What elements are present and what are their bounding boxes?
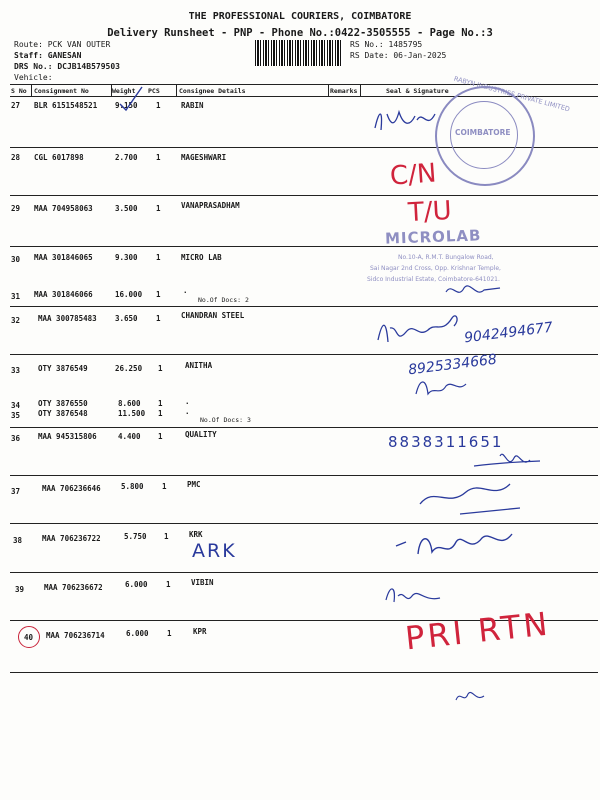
company-title: THE PROFESSIONAL COURIERS, COIMBATORE	[188, 11, 412, 22]
row-consignment: BLR 6151548521	[34, 101, 98, 110]
row-separator	[10, 195, 598, 196]
col-header-consignment: Consignment No	[34, 87, 89, 95]
row-consignment: MAA 945315806	[38, 432, 97, 441]
docs-count-note: No.Of Docs: 2	[198, 296, 249, 304]
row-sno: 35	[11, 411, 21, 420]
table-bottom-border	[10, 672, 598, 673]
round-stamp-ring-text: RABYN INDUSTRIES PRIVATE LIMITED	[453, 74, 571, 114]
row-pcs: 1	[156, 290, 161, 299]
row-consignment: MAA 704958063	[34, 204, 93, 213]
row-weight: 5.800	[121, 482, 144, 491]
row-40-red-circle	[18, 626, 40, 648]
row-pcs: 1	[156, 204, 161, 213]
row-weight: 5.750	[124, 532, 147, 541]
weight-tick-mark	[118, 84, 146, 114]
row-sno: 34	[11, 401, 21, 410]
col-header-seal: Seal & Signature	[386, 87, 449, 95]
row-consignee: KRK	[189, 530, 203, 539]
barcode	[255, 40, 343, 66]
row-pcs: 1	[162, 482, 167, 491]
row-sno: 30	[11, 255, 21, 264]
row-consignment: OTY 3876549	[38, 364, 88, 373]
row-consignment: CGL 6017898	[34, 153, 84, 162]
row-sno: 32	[11, 316, 21, 325]
row-sno: 39	[15, 585, 25, 594]
row-consignee: .	[185, 397, 190, 406]
handwritten-tlu: T/U	[407, 195, 453, 229]
row-consignment: MAA 706236722	[42, 534, 101, 543]
row-consignment: MAA 301846065	[34, 253, 93, 262]
signature-microlab	[440, 278, 510, 302]
row-consignee: .	[185, 407, 190, 416]
table-top-border	[10, 84, 598, 85]
vehicle-label: Vehicle:	[14, 73, 53, 82]
row-consignment: MAA 706236672	[44, 583, 103, 592]
row-consignee: VANAPRASADHAM	[181, 201, 240, 210]
rs-date: RS Date: 06-Jan-2025	[350, 51, 447, 60]
col-header-pcs: PCS	[148, 87, 160, 95]
row-pcs: 1	[156, 153, 161, 162]
row-separator	[10, 427, 598, 428]
row-weight: 2.700	[115, 153, 138, 162]
row-weight: 11.500	[118, 409, 146, 418]
row-consignee: RABIN	[181, 101, 204, 110]
signature-pmc	[410, 474, 530, 522]
signature-vibin	[380, 578, 460, 610]
row-consignment: OTY 3876548	[38, 409, 88, 418]
row-consignee: MAGESHWARI	[181, 153, 227, 162]
row-pcs: 1	[166, 580, 171, 589]
row-sno: 40	[24, 633, 34, 642]
microlab-stamp-name: MICROLAB	[384, 226, 482, 248]
row-separator	[10, 306, 598, 307]
row-sno: 37	[11, 487, 21, 496]
col-divider	[31, 84, 32, 96]
staff-label: Staff: GANESAN	[14, 51, 82, 60]
row-pcs: 1	[156, 314, 161, 323]
row-consignee: PMC	[187, 480, 201, 489]
col-divider	[360, 84, 361, 96]
handwritten-phone-1: 9042494677	[463, 319, 554, 347]
row-sno: 31	[11, 292, 21, 301]
handwritten-cn: C/N	[389, 158, 438, 192]
microlab-stamp-line2: Sai Nagar 2nd Cross, Opp. Krishnar Temple,	[370, 265, 501, 272]
row-pcs: 1	[158, 409, 163, 418]
row-consignment: MAA 301846066	[34, 290, 93, 299]
runsheet-subtitle: Delivery Runsheet - PNP - Phone No.:0422-3505555 - Page No.:3	[107, 27, 493, 39]
row-separator	[10, 572, 598, 573]
row-pcs: 1	[156, 253, 161, 262]
row-consignee: QUALITY	[185, 430, 217, 439]
row-sno: 33	[11, 366, 21, 375]
col-divider	[328, 84, 329, 96]
row-consignee: KPR	[193, 627, 207, 636]
row-consignment: OTY 3876550	[38, 399, 88, 408]
handwritten-phone-2: 8925334668	[407, 351, 498, 379]
row-separator	[10, 246, 598, 247]
signature-anitha	[410, 372, 480, 402]
route-label: Route: PCK VAN OUTER	[14, 40, 111, 49]
signature-rabin	[365, 100, 445, 140]
col-divider	[176, 84, 177, 96]
col-header-remarks: Remarks	[330, 87, 358, 95]
row-consignee: VIBIN	[191, 578, 214, 587]
row-separator	[10, 354, 598, 355]
row-sno: 38	[13, 536, 23, 545]
row-consignee: ANITHA	[185, 361, 213, 370]
row-sno: 28	[11, 153, 21, 162]
row-consignment: MAA 706236646	[42, 484, 101, 493]
row-sno: 36	[11, 434, 21, 443]
row-pcs: 1	[158, 432, 163, 441]
col-header-sno: S No	[11, 87, 27, 95]
row-consignment: MAA 706236714	[46, 631, 105, 640]
handwritten-phone-3: 8838311651	[388, 433, 504, 451]
row-pcs: 1	[164, 532, 169, 541]
row-weight: 9.300	[115, 253, 138, 262]
row-weight: 3.500	[115, 204, 138, 213]
row-sno: 27	[11, 101, 21, 110]
row-consignee: .	[183, 286, 188, 295]
row-weight: 4.400	[118, 432, 141, 441]
row-weight: 3.650	[115, 314, 138, 323]
signature-bottom-initials	[452, 686, 488, 708]
signature-krk	[390, 524, 520, 570]
docs-count-note: No.Of Docs: 3	[200, 416, 251, 424]
row-weight: 26.250	[115, 364, 143, 373]
col-header-weight: Weight	[112, 87, 136, 95]
col-header-consignee: Consignee Details	[179, 87, 246, 95]
row-sno: 29	[11, 204, 21, 213]
row-pcs: 1	[167, 629, 172, 638]
row-pcs: 1	[158, 364, 163, 373]
microlab-stamp-line1: No.10-A, R.M.T. Bungalow Road,	[398, 254, 494, 261]
handwritten-prl-rtn: PRI RTN	[403, 604, 553, 658]
row-consignment: MAA 300785483	[38, 314, 97, 323]
row-weight: 6.000	[126, 629, 149, 638]
row-consignee: CHANDRAN STEEL	[181, 311, 245, 320]
row-consignee: MICRO LAB	[181, 253, 222, 262]
signature-chandran-steel	[370, 308, 470, 354]
handwritten-ark: ARK	[192, 540, 237, 562]
drs-number: DRS No.: DCJB14B579503	[14, 62, 120, 71]
row-weight: 6.000	[125, 580, 148, 589]
microlab-stamp-line3: Sidco Industrial Estate, Coimbatore-641021.	[367, 276, 500, 283]
signature-quality	[470, 446, 560, 476]
row-weight: 16.000	[115, 290, 143, 299]
row-pcs: 1	[158, 399, 163, 408]
round-stamp-center-text: COIMBATORE	[455, 128, 511, 137]
row-pcs: 1	[156, 101, 161, 110]
row-weight: 9.150	[115, 101, 138, 110]
rs-number: RS No.: 1485795	[350, 40, 423, 49]
row-weight: 8.600	[118, 399, 141, 408]
